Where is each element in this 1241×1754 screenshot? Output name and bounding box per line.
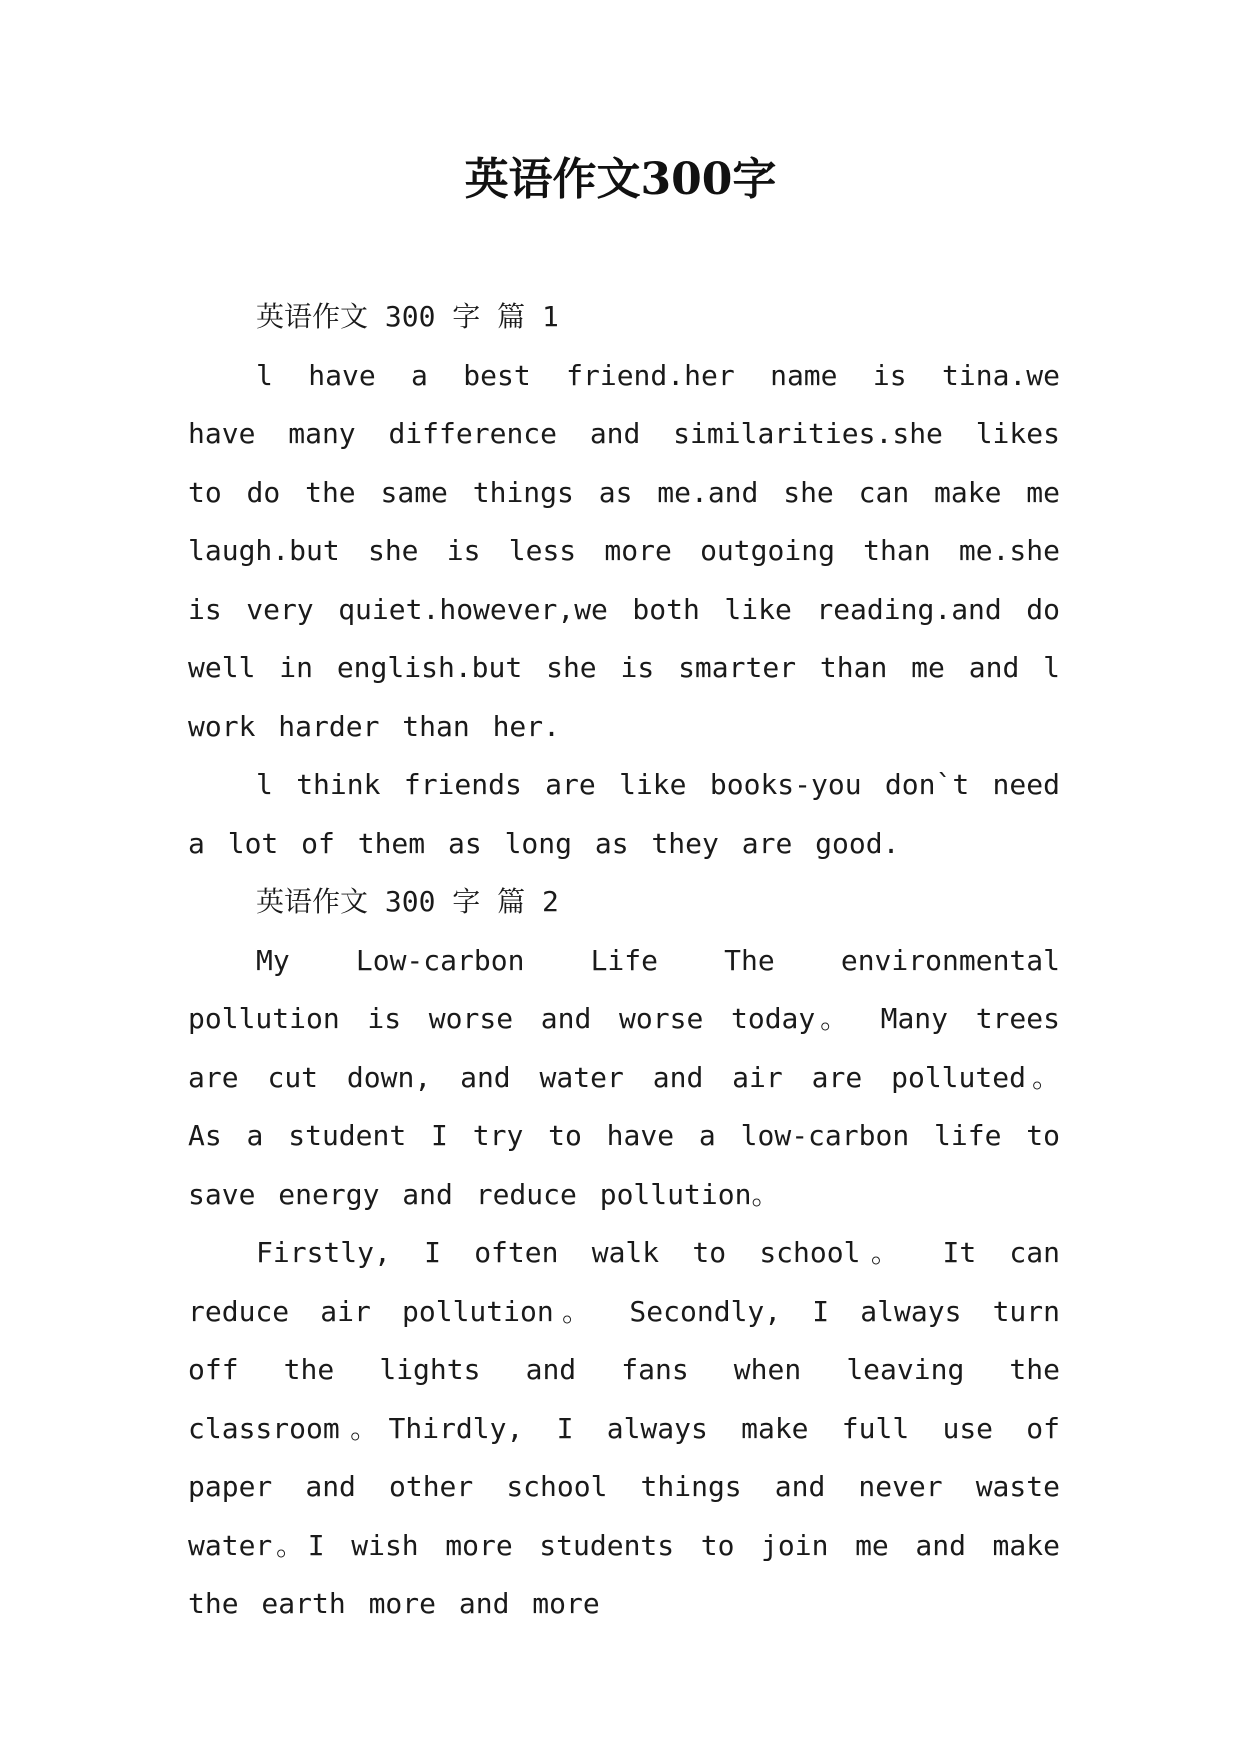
document-body <box>188 288 1060 1634</box>
document-title: 英语作文300字 <box>464 154 777 205</box>
paragraph: l think friends are like books-you don`t need a lot of them as long as they are good. <box>188 768 1060 860</box>
section-heading: 英语作文 300 字 篇 1 <box>256 300 559 333</box>
essay-section-1 <box>188 288 1060 873</box>
section-heading: 英语作文 300 字 篇 2 <box>256 885 559 918</box>
paragraph: Firstly, I often walk to school。 It can reduce air pollution。 Secondly, I always turn off the lights and fans when leaving the classroom。Thirdly, I always make full use of paper and other school things and never waste water。I wish more students to join me and make the earth more and more <box>188 1236 1060 1620</box>
paragraph: My Low-carbon Life The environmental pollution is worse and worse today。 Many trees are cut down, and water and air are polluted。 As a student I try to have a low-carbon life to save energy and reduce pollution。 <box>188 943 1060 1211</box>
essay-section-2 <box>188 873 1060 1634</box>
paragraph: l have a best friend.her name is tina.we have many difference and similarities.she likes to do the same things as me.and she can make me laugh.but she is less more outgoing than me.she is very quiet.however,we both like reading.and do well in english.but she is smarter than me and l work harder than her. <box>188 358 1060 743</box>
